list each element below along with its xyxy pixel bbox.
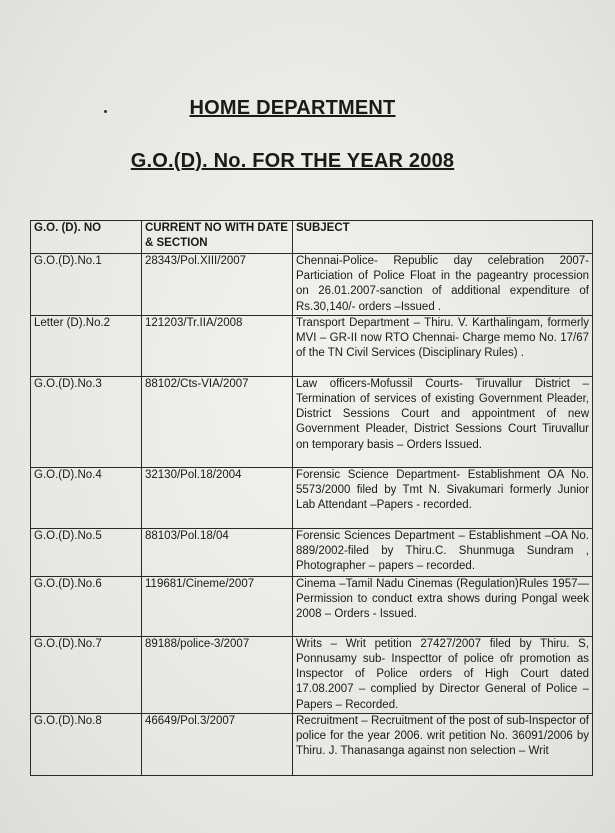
go-no-cell: G.O.(D).No.6 — [31, 576, 142, 636]
table-row — [31, 467, 593, 528]
subject-cell: Transport Department – Thiru. V. Karthalingam, formerly MVI – GR-II now RTO Chennai- Charge memo No. 17/67 of the TN Civil Services (Disciplinary Rules) . — [293, 315, 593, 376]
current-no-cell: 121203/Tr.IIA/2008 — [142, 315, 293, 376]
header-go-no: G.O. (D). NO — [31, 221, 142, 254]
go-no-cell: G.O.(D).No.7 — [31, 636, 142, 713]
current-no-cell: 28343/Pol.XIII/2007 — [142, 254, 293, 316]
go-no-cell: G.O.(D).No.4 — [31, 467, 142, 528]
header-subject: SUBJECT — [293, 221, 593, 254]
department-heading: HOME DEPARTMENT — [189, 97, 396, 119]
subject-cell: Forensic Sciences Department – Establishment –OA No. 889/2002-filed by Thiru.C. Shunmuga Sundram , Photographer – papers – recorded. — [293, 528, 593, 576]
subject-cell: Forensic Science Department- Establishment OA No. 5573/2000 filed by Tmt N. Sivakumari formerly Junior Lab Attendant –Papers - recorded. — [293, 467, 593, 528]
table-row — [31, 576, 593, 636]
current-no-cell: 119681/Cineme/2007 — [142, 576, 293, 636]
go-table — [30, 220, 593, 776]
current-no-cell: 88102/Cts-VIA/2007 — [142, 376, 293, 467]
year-heading: G.O.(D). No. FOR THE YEAR 2008 — [130, 150, 455, 172]
current-no-cell: 89188/police-3/2007 — [142, 636, 293, 713]
go-no-cell: G.O.(D).No.3 — [31, 376, 142, 467]
table-row — [31, 376, 593, 467]
go-no-cell: G.O.(D).No.8 — [31, 713, 142, 775]
table-row — [31, 315, 593, 376]
current-no-cell: 88103/Pol.18/04 — [142, 528, 293, 576]
table-row — [31, 254, 593, 316]
subject-cell: Cinema –Tamil Nadu Cinemas (Regulation)Rules 1957—Permission to conduct extra shows during Pongal week 2008 – Orders - Issued. — [293, 576, 593, 636]
table-row — [31, 713, 593, 775]
table-row — [31, 528, 593, 576]
subject-cell: Law officers-Mofussil Courts- Tiruvallur District – Termination of services of existing Government Pleader, District Sessions Court and appointment of new Government Pleader, District Sessions Court Tiruvallur on temporary basis – Orders Issued. — [293, 376, 593, 467]
go-no-cell: G.O.(D).No.1 — [31, 254, 142, 316]
header-current-no: CURRENT NO WITH DATE & SECTION — [142, 221, 293, 254]
subject-cell: Chennai-Police- Republic day celebration 2007-Particiation of Police Float in the pageantry procession on 26.01.2007-sanction of additional expenditure of Rs.30,140/- orders –Issued . — [293, 254, 593, 316]
subject-cell: Recruitment – Recruitment of the post of sub-Inspector of police for the year 2006. writ petition No. 36091/2006 by Thiru. J. Thanasanga against non selection – Writ — [293, 713, 593, 775]
go-no-cell: Letter (D).No.2 — [31, 315, 142, 376]
current-no-cell: 46649/Pol.3/2007 — [142, 713, 293, 775]
current-no-cell: 32130/Pol.18/2004 — [142, 467, 293, 528]
subject-cell: Writs – Writ petition 27427/2007 filed by Thiru. S, Ponnusamy sub- Inspecttor of police ofr promotion as Inspector of Police orders of High Court dated 17.08.2007 – complied by Director General of Police – Papers – Recorded. — [293, 636, 593, 713]
go-no-cell: G.O.(D).No.5 — [31, 528, 142, 576]
table-row — [31, 636, 593, 713]
table-header-row — [31, 221, 593, 254]
